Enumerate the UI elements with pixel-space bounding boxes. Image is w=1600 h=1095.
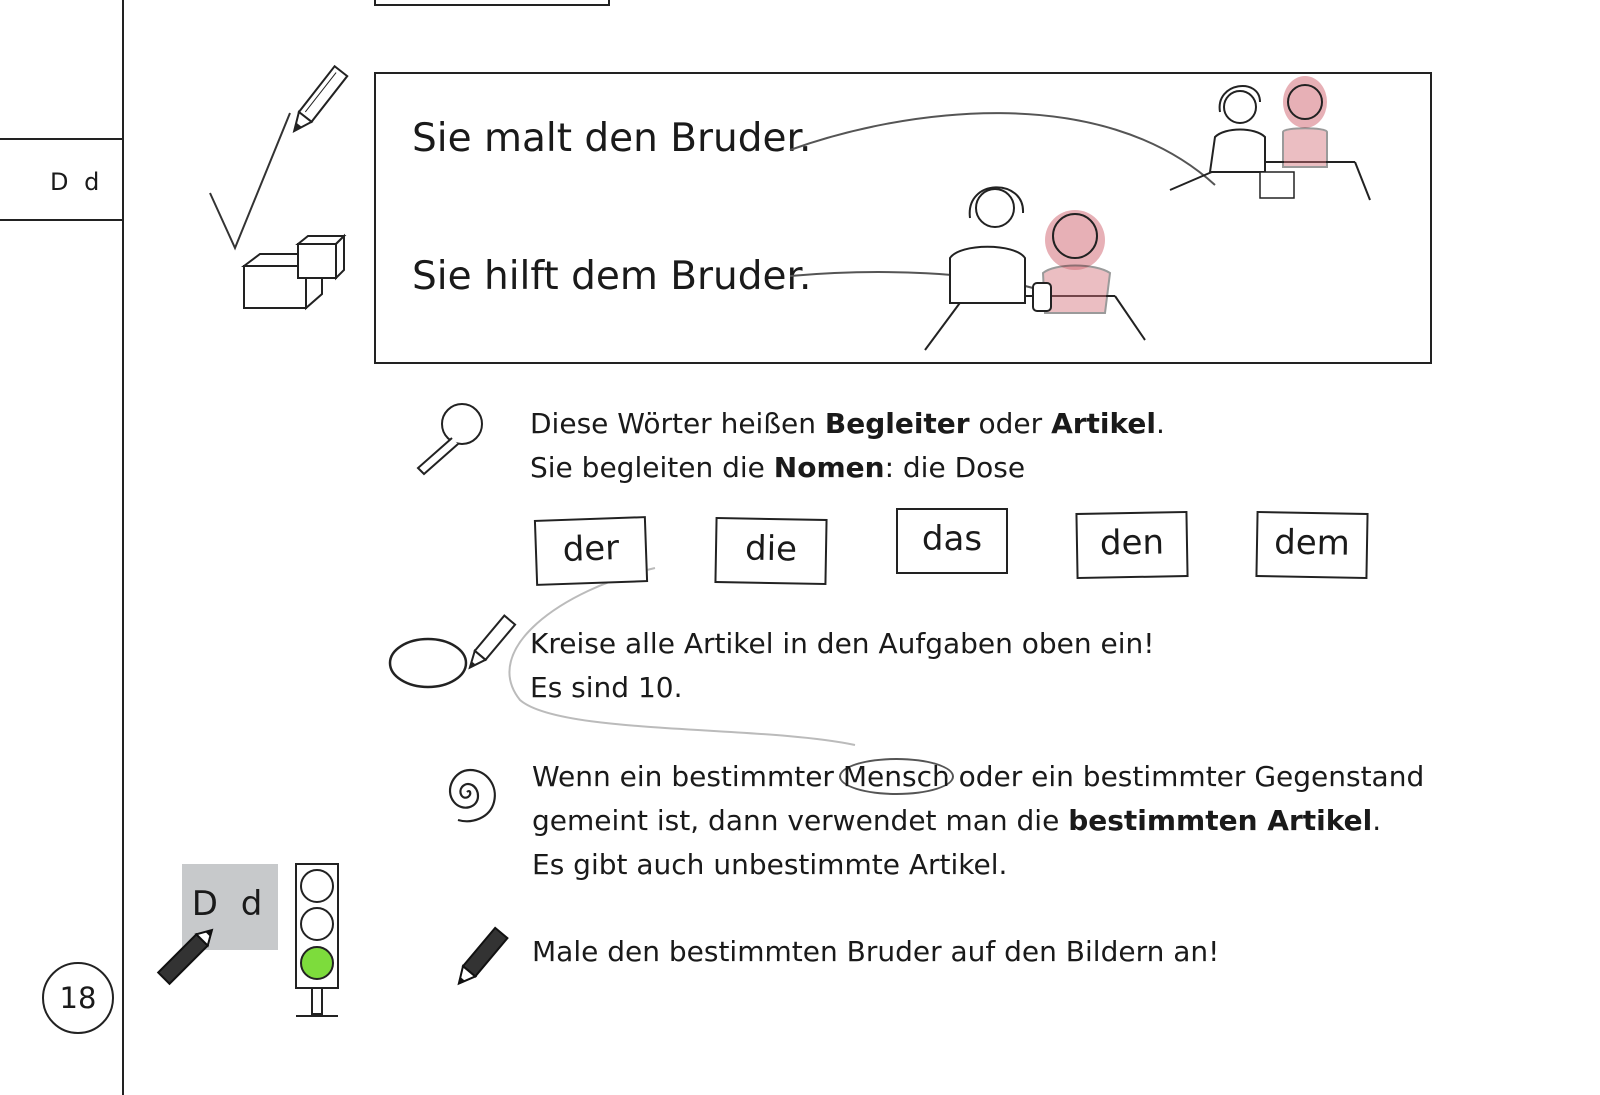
- article-card-dem: dem: [1255, 511, 1368, 579]
- info-line-1-text: Diese Wörter heißen: [530, 407, 825, 440]
- illustration-helping: [925, 178, 1145, 353]
- task-paint-text: Male den bestimmten Bruder auf den Bildern an!: [532, 935, 1220, 968]
- rule-line-1-a: Wenn ein bestimmter: [532, 760, 843, 793]
- example-sentence-2: Sie hilft dem Bruder.: [412, 254, 812, 299]
- info-line-2: [530, 446, 1430, 490]
- badge-pencil-icon: [146, 926, 216, 996]
- info-line-1-end: .: [1155, 407, 1165, 440]
- info-text: [530, 402, 1430, 490]
- circled-word-mensch: Mensch: [839, 758, 954, 795]
- rule-line-2-a: gemeint ist, dann verwendet man die: [532, 804, 1069, 837]
- task-circle-line-1: Kreise alle Artikel in den Aufgaben oben ein!: [530, 627, 1155, 660]
- term-begleiter: Begleiter: [824, 407, 970, 440]
- page-number: 18: [42, 962, 114, 1034]
- task-circle-line-2: Es sind 10.: [530, 671, 683, 704]
- term-nomen: Nomen: [773, 451, 885, 484]
- article-card-das: das: [896, 508, 1008, 574]
- rule-line-1-b: oder ein bestimmter Gegenstand: [949, 760, 1425, 793]
- article-card-der: der: [534, 516, 648, 586]
- rule-line-2: [532, 799, 1432, 843]
- info-line-1-or: oder: [969, 407, 1052, 440]
- term-artikel: Artikel: [1051, 407, 1156, 440]
- traffic-light-icon: [294, 862, 344, 1020]
- rule-line-3: Es gibt auch unbestimmte Artikel.: [532, 848, 1008, 881]
- term-bestimmte-artikel: bestimmten Artikel: [1068, 804, 1373, 837]
- spiral-icon: [432, 756, 502, 826]
- illustration-painting: [1165, 72, 1385, 212]
- example-sentence-1: Sie malt den Bruder.: [412, 116, 812, 161]
- rule-text: [532, 755, 1432, 887]
- section-tab: D d: [50, 168, 104, 196]
- info-line-1: [530, 402, 1430, 446]
- rule-line-1: [532, 755, 1432, 799]
- dd-badge: D d: [182, 864, 278, 950]
- info-line-2-example: : die Dose: [884, 451, 1026, 484]
- article-card-den: den: [1075, 511, 1188, 579]
- magnifier-icon: [410, 400, 490, 480]
- rule-line-2-end: .: [1372, 804, 1382, 837]
- info-line-2-text: Sie begleiten die: [530, 451, 774, 484]
- task-circle-text: [530, 622, 1430, 710]
- circle-pencil-icon: [388, 618, 518, 698]
- paint-pencil-icon: [452, 922, 512, 992]
- article-card-die: die: [714, 517, 827, 585]
